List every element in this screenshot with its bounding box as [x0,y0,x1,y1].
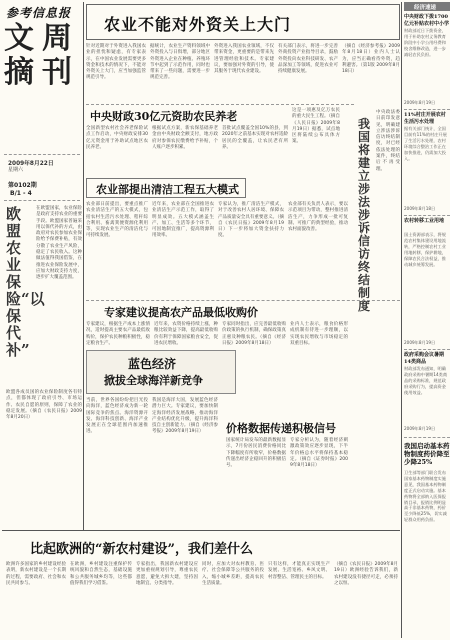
article-headline-6: 价格数据传递积极信号 [226,422,336,435]
masthead-title-left: 文摘 [4,21,34,90]
divider-masthead-left [4,200,80,201]
article-body-3a: 农业部日前提出，要重点推广农业清洁生产的五大模式，包括农村生活污水处理、秸秆综合利用、畜禽粪便资源化利用等，实现农业生产的清洁化与可持续发展。 [86,202,148,239]
article-headline-4: 专家建议提高农产品最低收购价 [104,306,258,319]
sidebar-section-label: 经济速递 [414,5,437,11]
divider-masthead-date [4,154,80,155]
article-body-7f: （摘自《农民日报》2009年8月19日）欧洲经验告诉我们，新农村建设没有捷径可走，必须持之以恒。 [334,562,398,586]
article-headline-5: 蓝色经济 [128,357,177,371]
article-body-6b: 专家分析认为，随着经济刺激政策效应逐步显现，下半年价格总水平将保持基本稳定。（摘自《证券时报》2009年8月18日） [290,438,348,469]
sidebar-item-body-3: 国土资源部表示，将规范农村集体建设用地流转，严格控制农村工业用地转移，保护耕地，保障农民合法权益，推动城乡统筹发展。 [404,232,446,267]
article-body-7d: 同时，应加大对农村教育、医疗、社会保障等公共服务的投入，缩小城乡差距，提高农民生活质量。 [202,562,264,586]
article-body-9b: 欧盟各成员国的农业保险制度各有特点，但都体现了政府引导、市场运作、农民自愿的原则，保障了农业的稳定发展。（摘自《农民日报》2009年8月20日） [6,390,82,421]
divider-masthead-vertical [83,2,84,530]
sidebar-item-date-2: 2009年8月18日 [404,206,436,211]
divider-sidebar-2 [404,215,450,216]
article-body-1c: 外资进入我国农业领域，不仅带来资金，更重要的是带来先进管理经验和技术。专家建议，要加强对外资的引导，使其服务于现代农业建设。 [214,44,274,75]
article-body-5a: 当前，世界各国纷纷把目光投向海洋，蓝色经济成为新一轮国际竞争的焦点。海洋资源开发、海洋科技创新、海洋产业发展正在全球范围内加速推进。 [86,398,148,435]
divider-article-4 [86,300,400,301]
article-body-1a: 针对近期对于外资进入我国农业的担忧和疑虑，有专家表示，在中国农业发展需要更多资金和技术的情况下，不能对外资关上大门，应当加强监管规范引导。 [86,44,146,81]
sidebar-item-body-2: 据有关部门统计，全国目前有11%的村庄开展了生活污水处理，农村环境综合整治工作正在加快推进，仍需加大投入。 [404,126,447,161]
article-body-2d: 这是一项惠及亿万农民的重大民生工程。（摘自《人民日报》2009年8月19日）据悉，试点地区将陆续公布具体方案。 [292,108,340,145]
article-body-3c: 专家认为，推广清洁生产模式，对于改善农村人居环境、保障农产品质量安全具有重要意义。（摘自《农民日报》2009年8月19日）下一步将加大资金扶持力度。 [218,202,284,239]
sidebar-item-title-4: 政府采购会议暑期14类商品 [404,352,445,365]
divider-sidebar-vertical [401,2,402,638]
article-body-6a: 国家统计局发布的最新数据显示，7月份居民消费价格同比下降幅度有所收窄，价格数据传递出经济企稳回升的积极信号。 [226,438,286,469]
article-body-10: 卫生部等部门联合发布国家基本药物制度实施意见，我国基本药物制度正式启动实施。基本药物将全部纳入医保报销目录，报销比例明显高于非基本药物，药价至少降低25%，切实减轻群众用药负担。 [404,470,447,523]
article-subhead-5: 掀拔全球海洋新竞争 [104,374,203,387]
divider-sidebar-4 [404,437,450,438]
issue-number: 第0102期 [8,182,37,189]
article-body-4a: 专家建议，根据生产成本上涨情况，适时提高主要农产品最低收购价，保护农民种粮积极性，稳定粮食生产。 [86,322,150,346]
article-headline-7: 比起欧洲的“新农村建设”，我们差什么 [30,542,253,557]
article-headline-10: 我国启动基本药物制度药价降至少降25% [404,442,450,466]
sidebar-item-date-1: 2009年8月19日 [404,100,436,105]
article-body-7a: 欧洲许多国家的乡村建设经验表明，新农村建设是一个长期的过程，需要政府、社会和农民共同参与。 [6,562,66,586]
article-body-4c: 专家同时指出，应完善最低收购价政策的执行机制，确保政策真正惠及种粮农民。（摘自《经济日报》2009年8月18日） [222,322,286,346]
masthead-title-right: 周刊 [42,21,72,90]
article-body-7c: 专家指出，我国新农村建设应更加重视规划引导，尊重农民意愿，避免大拆大建，坚持因地制宜、分类指导。 [136,562,198,586]
article-headline-3: 农业部提出清洁工程五大模式 [96,183,239,196]
article-body-7e: 只有这样，才能真正实现生产发展、生活宽裕、乡风文明、村容整洁、管理民主的目标。 [268,562,330,580]
article-body-2c: 首批试点覆盖全国10%的县，到2020年之前基本实现对农村适龄居民的全覆盖，让农民老有所养。 [222,126,288,150]
divider-bottom-section [2,530,400,531]
article-body-4d: 业内人士表示，粮食价格形成机制有待进一步理顺，以实现农民增收与市场稳定的双重目标。 [290,322,348,346]
article-body-2a: 全国新型农村社会养老保险试点工作启动，中央财政安排30亿元资金用于补助试点地区农民养老。 [86,126,148,150]
sidebar-item-title-3: 农村转移工业用地 [404,218,445,224]
sidebar-item-title-2: 11%村庄开展农村生活污水处理 [404,112,446,125]
issue-weekday: 星期六 [8,167,24,173]
article-headline-8: 我国将建立涉法涉诉信访终结制度 [358,117,371,313]
article-body-4b: 近年来，农资价格持续上涨，种粮比较效益下降，提高最低收购价有利于保障国家粮食安全，促进农民增收。 [154,322,218,346]
issue-date: 2009年8月22日 [8,161,54,167]
article-body-1e: （摘自《经济参考报》2009年8月18日）业内人士认为，应当正确看待外资，趋利避害。（第1版 2009年8月18日） [342,44,400,75]
divider-sidebar-3 [404,349,450,350]
article-headline-2: 中央财政30亿元资助农民养老 [90,110,238,123]
article-headline-9: 欧盟农业保险“以保代补” [6,205,45,359]
article-body-7b: 在欧洲，乡村建设注重保护传统风貌和自然生态，基础设施和公共服务城乡均等，这些都值得我们学习借鉴。 [70,562,132,586]
article-body-2b: 根据试点方案，新农保基础养老金由中央财政全额支付，地方政府对参保农民缴费给予补贴，个人账户逐步积累。 [152,126,218,150]
paper-name: 参考信息报 [6,6,72,20]
sidebar-item-body-4: 财政部发布通知，明确政府采购中暑期14类商品的采购标准，规范政府采购行为，提高资金使用效益。 [404,366,448,395]
article-body-1b: 据统计，农业生产资料领域中外资投入与日俱增，部分地区外资进入企业在种植、养殖环节中起到了示范作用，同时也带来了一些问题，需要进一步规范完善。 [150,44,210,81]
article-body-5b: 我国是海洋大国，发展蓝色经济潜力巨大。专家建议，要加快制定海洋经济发展战略，推动海洋产业结构优化升级，提升海洋科技自主创新能力。（摘自《经济参考报》2009年8月19日） [152,398,218,435]
sidebar-item-body-1: 财政部近日下拨资金，用于补助农村义务教育阶段中小学公用经费和校舍维修改造，进一步减轻农民负担。 [404,28,446,57]
divider-sidebar-1 [404,109,450,110]
article-body-9a: 在欧盟国家，农业保险是政府支持农业的重要手段。欧盟国家普遍采用以保代补的方式，由政府对农民参加农业保险给予保费补贴，有效分散了农业生产风险，稳定了农民收入。这种做法值得我国借鉴，在推进农业保险发展中，应加大财政支持力度，逐步扩大覆盖范围。 [36,206,82,281]
article-body-1d: 有关部门表示，将进一步完善外商投资产业指导目录，鼓励外资投向农业科技研发、农产品深加工等领域，促进农业可持续健康发展。 [278,44,338,75]
article-headline-1: 农业不能对外资关上大门 [104,15,292,34]
article-body-3d: 农业部有关负责人表示，要以示范项目为带动，整村推进清洁生产，力争形成一批可复制、可推广的典型经验，推动农村面貌改善。 [288,202,348,233]
sidebar-item-date-4: 2009年8月19日 [404,426,436,431]
article-body-3b: 近年来，农业部在全国推进农业清洁生产示范工作，取得了明显成效。五大模式涵盖生产、加工、生活等多个环节，可因地制宜推广，提高资源利用效率。 [152,202,214,239]
sidebar-item-title-1: 中央财政下拨1700亿元补贴农村中小学 [404,14,450,27]
divider-article-2 [86,104,354,105]
issue-pages: B/1 - 4 [10,190,32,197]
article-body-8: 中央政法委日前印发意见，明确建立涉法涉诉信访终结制度，对已经依法处理的案件，终结后不再受理。 [376,110,400,172]
sidebar-item-date-3: 2009年8月19日 [404,340,436,345]
